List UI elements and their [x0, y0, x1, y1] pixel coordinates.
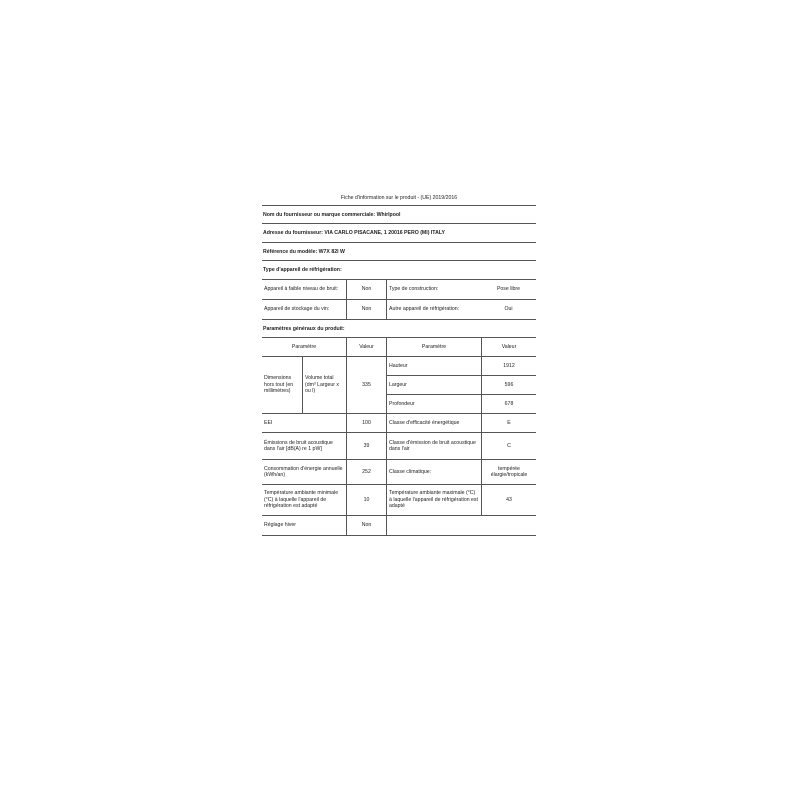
header-param: Paramètre	[291, 343, 317, 350]
dimension-label: Hauteur	[386, 357, 481, 375]
param-label: Émissions de bruit acoustique dans l'air [dB(A) re 1 pW]	[264, 439, 333, 453]
param-label: Classe climatique:	[386, 460, 481, 484]
volume-value: 335	[346, 357, 386, 413]
type-value: Non	[346, 280, 386, 299]
model-row: Référence du modèle: W7X 82I W	[262, 242, 536, 260]
param-label: EEI	[264, 419, 273, 426]
dimension-value: 678	[481, 394, 536, 413]
address-row: Adresse du fournisseur: VIA CARLO PISACANE, 1 20016 PERO (MI) ITALY	[262, 223, 536, 241]
type-value: Non	[346, 300, 386, 319]
type-value: Pose libre	[496, 285, 521, 292]
type-label: Appareil de stockage du vin:	[264, 305, 330, 312]
param-row	[262, 459, 536, 484]
type-row	[262, 279, 536, 299]
winter-value: Non	[346, 516, 386, 535]
type-label: Autre appareil de réfrigération:	[386, 300, 481, 319]
header-value: Valeur	[481, 338, 536, 356]
sheet-title: Fiche d'information sur le produit - (UE) 2019/2016	[340, 195, 458, 201]
dimension-value: 596	[481, 375, 536, 394]
dimensions-label: Dimensions hors tout (en millimètres)	[264, 375, 294, 395]
param-label: Température ambiante maximale (°C) à laquelle l'appareil de réfrigération est adapté	[386, 485, 481, 515]
volume-label: Volume total (dm³ Largeur x ou l)	[302, 357, 346, 413]
param-value: tempérée élargie/tropicale	[481, 460, 536, 484]
param-label: Classe d'émission de bruit acoustique dans l'air	[386, 433, 481, 459]
dimension-value: 1912	[481, 357, 536, 375]
type-label: Type de construction:	[386, 280, 481, 299]
param-value: 252	[346, 460, 386, 484]
header-param: Paramètre	[386, 338, 481, 356]
param-label: Température ambiante minimale (°C) à laquelle l'appareil de réfrigération est adapté	[264, 490, 339, 510]
param-value: 39	[346, 433, 386, 459]
winter-row	[262, 515, 536, 536]
header-value: Valeur	[346, 338, 386, 356]
params-heading: Paramètres généraux du produit:	[262, 319, 536, 337]
product-information-sheet	[262, 192, 536, 536]
param-value: E	[481, 414, 536, 432]
param-label: Consommation d'énergie annuelle (kWh/an)	[264, 465, 343, 479]
winter-label: Réglage hiver	[264, 522, 297, 529]
param-value: 100	[346, 414, 386, 432]
type-row	[262, 299, 536, 319]
dimension-label: Profondeur	[386, 394, 481, 413]
param-row	[262, 484, 536, 515]
param-row	[262, 432, 536, 459]
type-value: Oui	[504, 305, 513, 312]
dimensions-block	[262, 356, 536, 413]
dimension-label: Largeur	[386, 375, 481, 394]
param-label: Classe d'efficacité énergétique	[386, 414, 481, 432]
params-header-row	[262, 337, 536, 356]
param-value: 43	[481, 485, 536, 515]
type-label: Appareil à faible niveau de bruit:	[264, 285, 339, 292]
empty-cell	[386, 516, 481, 535]
param-value: C	[481, 433, 536, 459]
param-row	[262, 413, 536, 432]
param-value: 10	[346, 485, 386, 515]
empty-cell	[481, 516, 536, 535]
type-heading: Type d'appareil de réfrigération:	[262, 260, 536, 278]
supplier-row: Nom du fournisseur ou marque commerciale: Whirlpool	[262, 205, 536, 223]
